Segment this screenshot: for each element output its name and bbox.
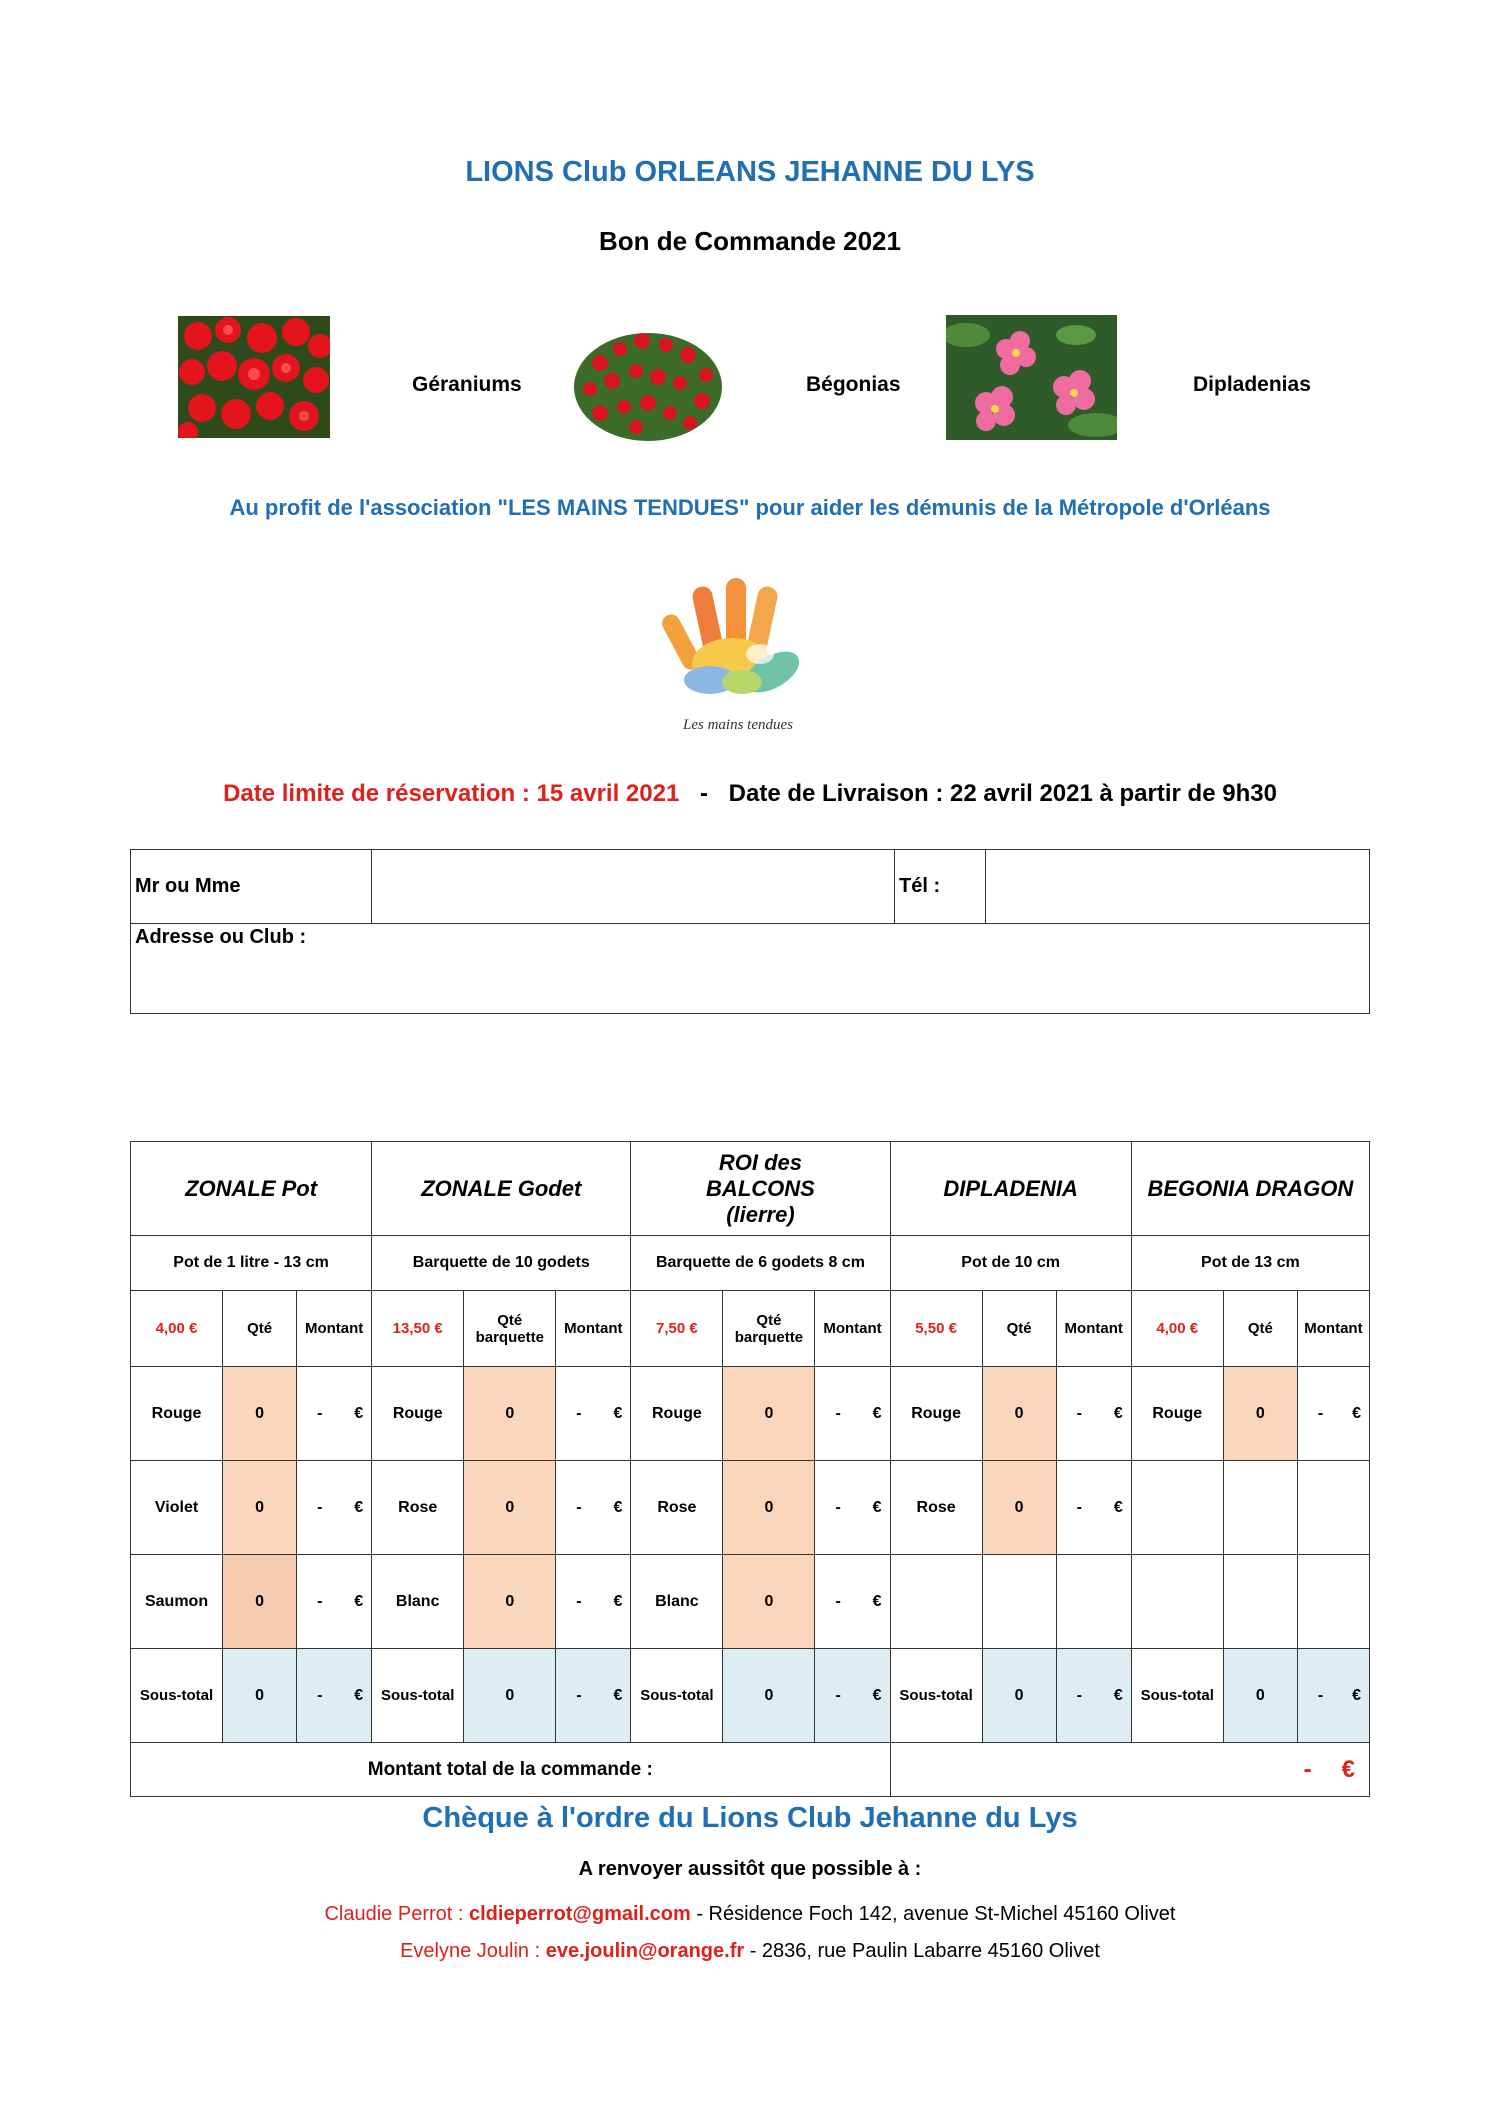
contact-email[interactable]: cldieperrot@gmail.com bbox=[469, 1903, 691, 1925]
color-label: Violet bbox=[131, 1461, 223, 1555]
total-euro: € bbox=[1341, 1755, 1355, 1783]
amount-cell bbox=[556, 1367, 631, 1461]
unit-price: 7,50 € bbox=[631, 1291, 723, 1367]
amount-value: - bbox=[835, 1592, 841, 1610]
euro-sign: € bbox=[872, 1592, 882, 1610]
amount-cell bbox=[815, 1461, 890, 1555]
amount-value: - bbox=[317, 1498, 323, 1516]
qty-input[interactable]: 0 bbox=[982, 1367, 1056, 1461]
total-amount bbox=[890, 1743, 1369, 1797]
empty-cell bbox=[1056, 1555, 1131, 1649]
begonia-photo-icon bbox=[570, 323, 725, 445]
dates-separator: - bbox=[699, 780, 708, 807]
qty-input[interactable]: 0 bbox=[464, 1367, 556, 1461]
logo-caption: Les mains tendues bbox=[683, 717, 793, 733]
amount-header: Montant bbox=[1297, 1291, 1369, 1367]
geranium-label: Géraniums bbox=[412, 373, 522, 396]
color-label: Rouge bbox=[131, 1367, 223, 1461]
color-label: Rose bbox=[631, 1461, 723, 1555]
color-label: Rouge bbox=[631, 1367, 723, 1461]
subtotal-label: Sous-total bbox=[890, 1649, 982, 1743]
color-label: Saumon bbox=[131, 1555, 223, 1649]
euro-sign: € bbox=[1352, 1686, 1361, 1704]
empty-cell bbox=[1297, 1555, 1369, 1649]
color-label: Blanc bbox=[631, 1555, 723, 1649]
empty-cell bbox=[890, 1555, 982, 1649]
amount-value: - bbox=[835, 1498, 841, 1516]
begonia-label: Bégonias bbox=[806, 373, 901, 396]
amount-value: - bbox=[576, 1498, 582, 1516]
empty-cell bbox=[1223, 1461, 1297, 1555]
product-description: Barquette de 6 godets 8 cm bbox=[631, 1236, 890, 1291]
amount-cell bbox=[815, 1367, 890, 1461]
subtotal-amount bbox=[1056, 1649, 1131, 1743]
contact-address: - 2836, rue Paulin Labarre 45160 Olivet bbox=[744, 1940, 1100, 1962]
address-label: Adresse ou Club : bbox=[135, 926, 307, 948]
contact-evelyne bbox=[0, 1940, 1500, 1963]
euro-sign: € bbox=[872, 1686, 882, 1704]
tel-field[interactable] bbox=[986, 850, 1370, 924]
qty-header: Qté bbox=[982, 1291, 1056, 1367]
contact-name: Evelyne Joulin : bbox=[400, 1940, 546, 1962]
table-row bbox=[131, 1367, 1370, 1461]
subtotal-amount bbox=[815, 1649, 890, 1743]
amount-cell bbox=[1056, 1367, 1131, 1461]
contact-name: Claudie Perrot : bbox=[324, 1903, 469, 1925]
qty-input[interactable]: 0 bbox=[223, 1461, 297, 1555]
amount-value: - bbox=[317, 1686, 323, 1704]
product-header: ROI des BALCONS (lierre) bbox=[631, 1142, 890, 1236]
amount-value: - bbox=[576, 1592, 582, 1610]
name-field[interactable] bbox=[372, 850, 895, 924]
color-label: Rose bbox=[890, 1461, 982, 1555]
euro-sign: € bbox=[613, 1686, 623, 1704]
amount-value: - bbox=[1076, 1404, 1082, 1422]
euro-sign: € bbox=[354, 1686, 364, 1704]
unit-price: 13,50 € bbox=[372, 1291, 464, 1367]
qty-header: Qté bbox=[223, 1291, 297, 1367]
unit-price: 4,00 € bbox=[131, 1291, 223, 1367]
subtotal-qty: 0 bbox=[982, 1649, 1056, 1743]
address-field[interactable] bbox=[131, 924, 1370, 1014]
subtotal-qty: 0 bbox=[223, 1649, 297, 1743]
euro-sign: € bbox=[613, 1498, 623, 1516]
amount-cell bbox=[1056, 1461, 1131, 1555]
qty-input[interactable]: 0 bbox=[1223, 1367, 1297, 1461]
amount-header: Montant bbox=[815, 1291, 890, 1367]
name-label: Mr ou Mme bbox=[131, 850, 372, 924]
send-to-heading: A renvoyer aussitôt que possible à : bbox=[578, 1858, 922, 1880]
product-description: Pot de 13 cm bbox=[1131, 1236, 1369, 1291]
empty-cell bbox=[1131, 1555, 1223, 1649]
empty-cell bbox=[1223, 1555, 1297, 1649]
delivery-date: Date de Livraison : 22 avril 2021 à partir de 9h30 bbox=[728, 780, 1277, 807]
product-description: Barquette de 10 godets bbox=[372, 1236, 631, 1291]
amount-header: Montant bbox=[1056, 1291, 1131, 1367]
cheque-instruction: Chèque à l'ordre du Lions Club Jehanne du Lys bbox=[422, 1802, 1078, 1834]
club-title: LIONS Club ORLEANS JEHANNE DU LYS bbox=[465, 156, 1035, 188]
subtotal-amount bbox=[1297, 1649, 1369, 1743]
dipladenia-photo-icon bbox=[946, 315, 1117, 440]
qty-input[interactable]: 0 bbox=[464, 1555, 556, 1649]
product-header: ZONALE Godet bbox=[372, 1142, 631, 1236]
empty-cell bbox=[982, 1555, 1056, 1649]
amount-cell bbox=[556, 1555, 631, 1649]
product-description: Pot de 1 litre - 13 cm bbox=[131, 1236, 372, 1291]
color-label: Rouge bbox=[372, 1367, 464, 1461]
contact-claudie bbox=[0, 1903, 1500, 1926]
contact-address: - Résidence Foch 142, avenue St-Michel 45160 Olivet bbox=[690, 1903, 1176, 1925]
euro-sign: € bbox=[354, 1404, 364, 1422]
qty-input[interactable]: 0 bbox=[723, 1461, 815, 1555]
subtotal-qty: 0 bbox=[1223, 1649, 1297, 1743]
qty-header: Qté bbox=[1223, 1291, 1297, 1367]
qty-header: Qté barquette bbox=[464, 1291, 556, 1367]
qty-input[interactable]: 0 bbox=[723, 1367, 815, 1461]
product-header: BEGONIA DRAGON bbox=[1131, 1142, 1369, 1236]
subtotal-label: Sous-total bbox=[1131, 1649, 1223, 1743]
subtotal-amount bbox=[556, 1649, 631, 1743]
amount-cell bbox=[815, 1555, 890, 1649]
unit-price: 5,50 € bbox=[890, 1291, 982, 1367]
association-profit-text: Au profit de l'association "LES MAINS TENDUES" pour aider les démunis de la Métropole d'Orléans bbox=[229, 495, 1271, 520]
geranium-photo-icon bbox=[178, 316, 330, 438]
color-label: Rouge bbox=[890, 1367, 982, 1461]
amount-cell bbox=[297, 1367, 372, 1461]
dipladenia-label: Dipladenias bbox=[1193, 373, 1311, 396]
order-table bbox=[130, 1141, 1370, 1797]
mains-tendues-logo-icon bbox=[652, 572, 824, 736]
subtotal-qty: 0 bbox=[464, 1649, 556, 1743]
dates-line bbox=[0, 780, 1500, 808]
qty-input[interactable]: 0 bbox=[982, 1461, 1056, 1555]
table-row bbox=[131, 1461, 1370, 1555]
subtotal-row bbox=[131, 1649, 1370, 1743]
amount-value: - bbox=[576, 1686, 582, 1704]
total-row bbox=[131, 1743, 1370, 1797]
euro-sign: € bbox=[1113, 1498, 1123, 1516]
qty-input[interactable]: 0 bbox=[223, 1555, 297, 1649]
amount-value: - bbox=[1317, 1686, 1324, 1704]
euro-sign: € bbox=[613, 1404, 623, 1422]
color-label: Rouge bbox=[1131, 1367, 1223, 1461]
order-form-subtitle: Bon de Commande 2021 bbox=[599, 226, 901, 256]
euro-sign: € bbox=[872, 1498, 882, 1516]
amount-cell bbox=[297, 1555, 372, 1649]
reservation-deadline: Date limite de réservation : 15 avril 2021 bbox=[223, 780, 680, 807]
subtotal-label: Sous-total bbox=[631, 1649, 723, 1743]
amount-header: Montant bbox=[556, 1291, 631, 1367]
euro-sign: € bbox=[354, 1498, 364, 1516]
product-description: Pot de 10 cm bbox=[890, 1236, 1131, 1291]
empty-cell bbox=[1297, 1461, 1369, 1555]
amount-value: - bbox=[576, 1404, 582, 1422]
amount-cell bbox=[297, 1461, 372, 1555]
subtotal-label: Sous-total bbox=[131, 1649, 223, 1743]
customer-info-table bbox=[130, 849, 1370, 1014]
amount-header: Montant bbox=[297, 1291, 372, 1367]
euro-sign: € bbox=[354, 1592, 364, 1610]
amount-value: - bbox=[835, 1686, 841, 1704]
amount-value: - bbox=[317, 1404, 323, 1422]
amount-value: - bbox=[1317, 1404, 1324, 1422]
qty-input[interactable]: 0 bbox=[223, 1367, 297, 1461]
color-label: Blanc bbox=[372, 1555, 464, 1649]
empty-cell bbox=[1131, 1461, 1223, 1555]
subtotal-label: Sous-total bbox=[372, 1649, 464, 1743]
qty-input[interactable]: 0 bbox=[464, 1461, 556, 1555]
tel-label: Tél : bbox=[895, 850, 986, 924]
subtotal-amount bbox=[297, 1649, 372, 1743]
total-value: - bbox=[1303, 1755, 1312, 1783]
qty-header: Qté barquette bbox=[723, 1291, 815, 1367]
amount-value: - bbox=[835, 1404, 841, 1422]
table-row bbox=[131, 1555, 1370, 1649]
amount-cell bbox=[1297, 1367, 1369, 1461]
amount-value: - bbox=[1076, 1498, 1082, 1516]
qty-input[interactable]: 0 bbox=[723, 1555, 815, 1649]
unit-price: 4,00 € bbox=[1131, 1291, 1223, 1367]
euro-sign: € bbox=[1352, 1404, 1361, 1422]
euro-sign: € bbox=[872, 1404, 882, 1422]
euro-sign: € bbox=[613, 1592, 623, 1610]
product-header: DIPLADENIA bbox=[890, 1142, 1131, 1236]
euro-sign: € bbox=[1113, 1404, 1123, 1422]
amount-value: - bbox=[1076, 1686, 1082, 1704]
subtotal-qty: 0 bbox=[723, 1649, 815, 1743]
product-header: ZONALE Pot bbox=[131, 1142, 372, 1236]
amount-value: - bbox=[317, 1592, 323, 1610]
euro-sign: € bbox=[1113, 1686, 1123, 1704]
amount-cell bbox=[556, 1461, 631, 1555]
contact-email[interactable]: eve.joulin@orange.fr bbox=[545, 1940, 745, 1962]
total-label: Montant total de la commande : bbox=[131, 1743, 891, 1797]
color-label: Rose bbox=[372, 1461, 464, 1555]
